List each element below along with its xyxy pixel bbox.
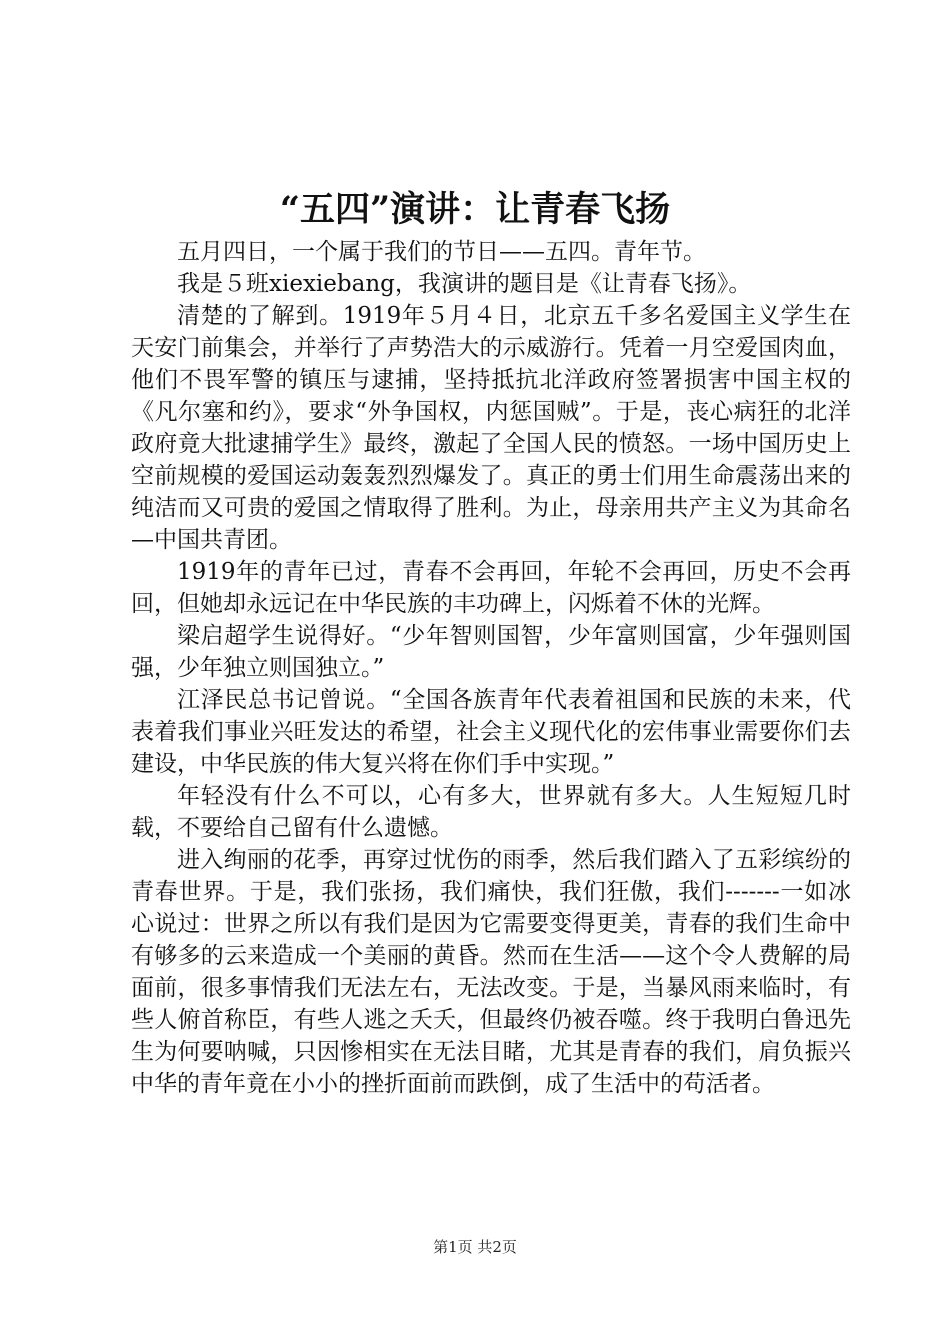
paragraph: 梁启超学生说得好。“少年智则国智，少年富则国富，少年强则国强，少年独立则国独立。” [131, 623, 851, 681]
paragraph: 清楚的了解到。1919年５月４日，北京五千多名爱国主义学生在天安门前集会，并举行了声势浩大的示威游行。凭着一月空爱国肉血，他们不畏军警的镇压与逮捕，坚持抵抗北洋政府签署损害中国主权的《凡尔塞和约》，要求“外争国权，内惩国贼”。于是，丧心病狂的北洋政府竟大批逮捕学生》最终，激起了全国人民的愤怒。一场中国历史上空前规模的爱国运动轰轰烈烈爆发了。真正的勇士们用生命震荡出来的纯洁而又可贵的爱国之情取得了胜利。为止，母亲用共产主义为其命名—中国共青团。 [131, 303, 851, 553]
page-number-footer: 第1页 共2页 [433, 1238, 517, 1256]
paragraph: 我是５班xiexiebang，我演讲的题目是《让青春飞扬》。 [177, 271, 752, 297]
paragraph: 五月四日，一个属于我们的节日——五四。青年节。 [177, 239, 706, 265]
document-title: “五四”演讲：让青春飞扬 [279, 189, 671, 230]
paragraph: 进入绚丽的花季，再穿过忧伤的雨季，然后我们踏入了五彩缤纷的青春世界。于是，我们张扬，我们痛快，我们狂傲，我们-------一如冰心说过：世界之所以有我们是因为它需要变得更美，青春的我们生命中有够多的云来造成一个美丽的黄昏。然而在生活——这个令人费解的局面前，很多事情我们无法左右，无法改变。于是，当暴风雨来临时，有些人俯首称臣，有些人逃之夭夭，但最终仍被吞噬。终于我明白鲁迅先生为何要呐喊，只因惨相实在无法目睹，尤其是青春的我们，肩负振兴中华的青年竟在小小的挫折面前而跌倒，成了生活中的苟活者。 [131, 847, 851, 1097]
document-body [131, 236, 851, 1100]
paragraph: 年轻没有什么不可以，心有多大，世界就有多大。人生短短几时载，不要给自己留有什么遗憾。 [131, 783, 851, 841]
paragraph: 江泽民总书记曾说。“全国各族青年代表着祖国和民族的未来，代表着我们事业兴旺发达的希望，社会主义现代化的宏伟事业需要你们去建设，中华民族的伟大复兴将在你们手中实现。” [131, 687, 851, 777]
paragraph: 1919年的青年已过，青春不会再回，年轮不会再回，历史不会再回，但她却永远记在中华民族的丰功碑上，闪烁着不休的光辉。 [131, 559, 851, 617]
